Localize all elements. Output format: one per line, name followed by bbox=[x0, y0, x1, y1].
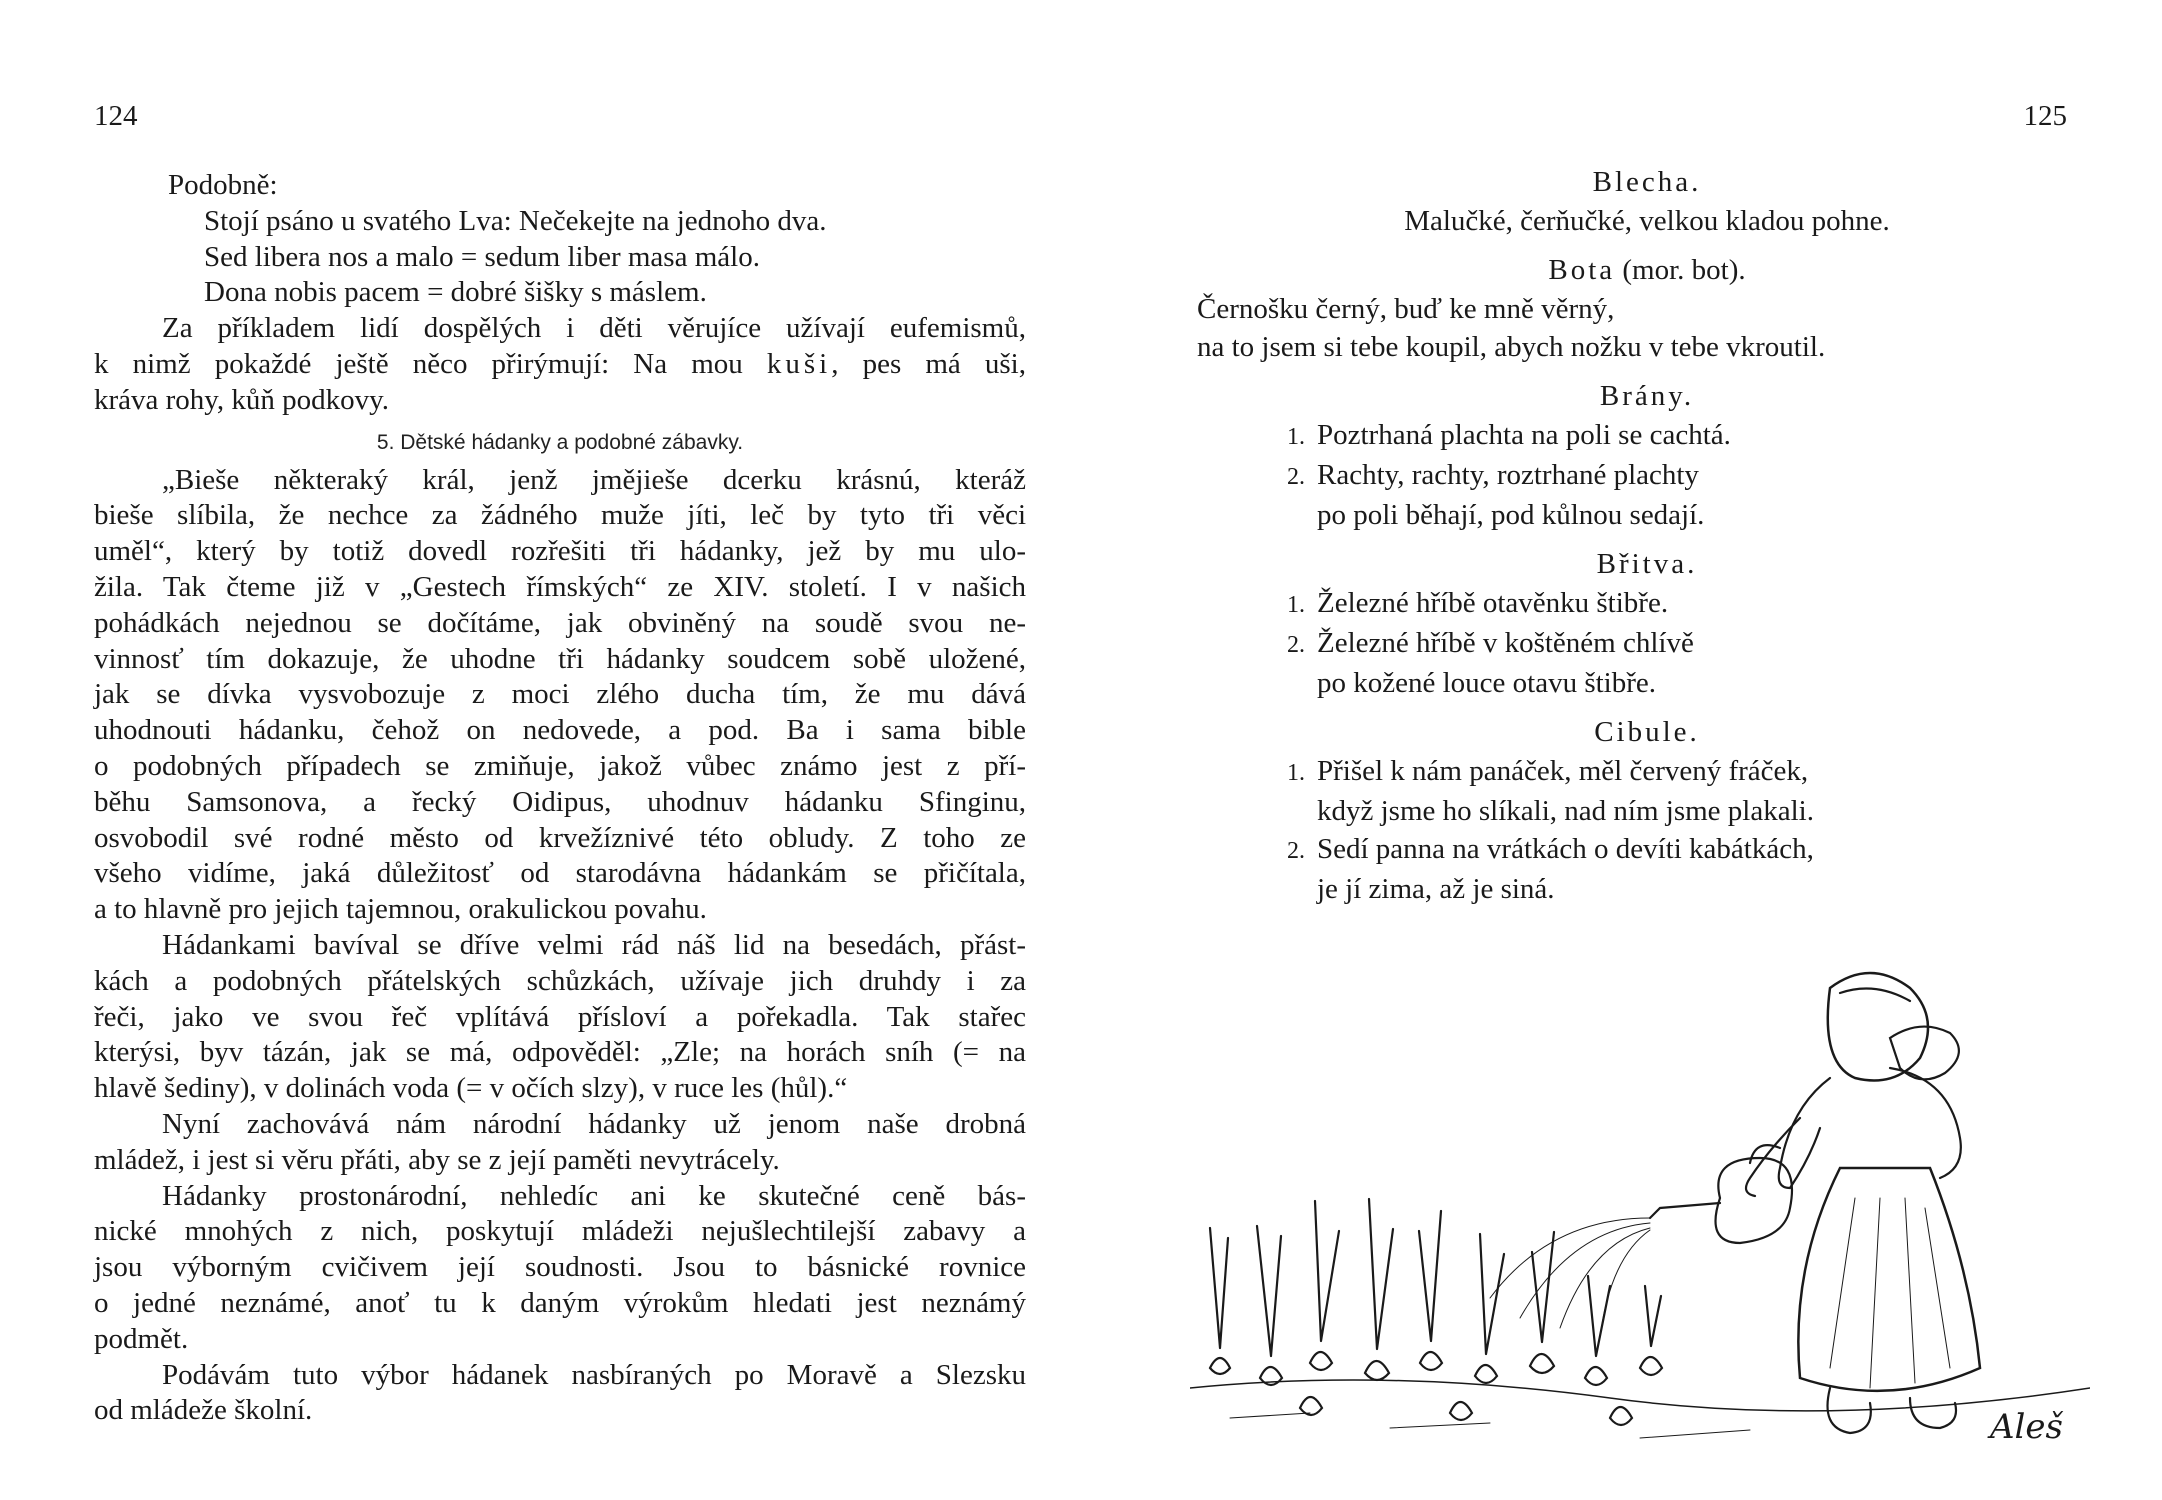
paragraph-line: Podávám tuto výbor hádanek nasbíraných po Moravě a Slezsku bbox=[162, 1358, 1026, 1391]
paragraph-line: k nimž pokaždé ještě něco přirýmují: Na mou kuši, pes má uši, bbox=[94, 347, 1026, 380]
verse-line: Dona nobis pacem = dobré šišky s máslem. bbox=[204, 276, 707, 309]
paragraph-line: Za příkladem lidí dospělých i děti věrujíce užívají eufemismů, bbox=[162, 312, 1026, 345]
spaced-word: kuši bbox=[766, 347, 832, 380]
paragraph-besedy bbox=[94, 928, 1026, 1107]
riddle-title-blecha: Blecha. bbox=[1592, 166, 1702, 198]
riddle-text: Sedí panna na vrátkách o devíti kabátkách, bbox=[1317, 833, 1814, 865]
paragraph-line: osvobodil své rodné město od krvežíznivé této obludy. Z toho ze bbox=[94, 821, 1026, 854]
illustration-signature: Aleš bbox=[1990, 1407, 2063, 1447]
paragraph-line: a to hlavně pro jejich tajemnou, orakulickou povahu. bbox=[94, 893, 707, 926]
intro-label: Podobně: bbox=[168, 169, 278, 201]
riddle-line bbox=[1271, 664, 2097, 702]
girl-watering-onions-illustration bbox=[1190, 968, 2090, 1458]
paragraph-line: Hádanky prostonárodní, nehledíc ani ke skutečné ceně bás- bbox=[162, 1179, 1026, 1212]
riddle-title-bota: Bota (mor. bot). bbox=[1548, 254, 1746, 286]
paragraph-line: Nyní zachovává nám národní hádanky už jenom naše drobná bbox=[162, 1107, 1026, 1140]
riddle-line bbox=[1271, 416, 2097, 456]
riddle-line bbox=[1271, 870, 2097, 908]
paragraph-line: hlavě šediny), v dolinách voda (= v očích slzy), v ruce les (hůl).“ bbox=[94, 1072, 848, 1105]
paragraph-line: o jedné neznámé, anoť tu k daným výrokům hledati jest neznámý bbox=[94, 1286, 1026, 1319]
riddle-text: je jí zima, až je siná. bbox=[1317, 873, 1555, 905]
paragraph-line: kterýsi, byv tázán, jak se má, odpověděl: „Zle; na horách sníh (= na bbox=[94, 1036, 1026, 1069]
page-number-right: 125 bbox=[2023, 100, 2067, 132]
paragraph-line: jsou výborným cvičivem její soudnosti. Jsou to básnické rovnice bbox=[94, 1251, 1026, 1284]
riddle-line bbox=[1271, 584, 2097, 624]
paragraph-line: „Bieše některaký král, jenž jmějieše dcerku krásnú, kteráž bbox=[162, 463, 1026, 496]
riddle-number: 1. bbox=[1287, 760, 1305, 786]
riddle-text-blecha: Malučké, čerňučké, velkou kladou pohne. bbox=[1404, 205, 1890, 237]
riddle-line bbox=[1271, 624, 2097, 664]
riddle-text: Železné hříbě v koštěném chlívě bbox=[1317, 627, 1694, 659]
left-page-body bbox=[94, 168, 1026, 1429]
riddle-number: 2. bbox=[1287, 464, 1305, 490]
paragraph-line: od mládeže školní. bbox=[94, 1394, 313, 1427]
riddle-title-britva: Břitva. bbox=[1596, 548, 1698, 580]
paragraph-line: bieše slíbila, že nechce za žádného muže jíti, leč by tyto tři věci bbox=[94, 499, 1026, 532]
paragraph-hadanky bbox=[94, 1179, 1026, 1358]
riddle-line bbox=[1271, 456, 2097, 496]
riddle-text: Železné hříbě otavěnku štibře. bbox=[1317, 587, 1669, 619]
paragraph-line: mládež, i jest si věru přáti, aby se z její paměti nevytrácely. bbox=[94, 1143, 780, 1176]
paragraph-line: kách a podobných přátelských schůzkách, užívaje jich druhdy i za bbox=[94, 964, 1026, 997]
riddle-title-brany: Brány. bbox=[1599, 380, 1695, 412]
riddle-line bbox=[1271, 792, 2097, 830]
riddle-list-brany bbox=[1197, 416, 2097, 534]
riddle-line bbox=[1271, 752, 2097, 792]
riddle-text: Rachty, rachty, roztrhané plachty bbox=[1317, 459, 1699, 491]
page-number-left: 124 bbox=[94, 100, 138, 132]
riddle-number: 2. bbox=[1287, 838, 1305, 864]
paragraph-line: jak se dívka vysvobozuje z moci zlého ducha tím, že mu dává bbox=[94, 678, 1026, 711]
paragraph-mladez bbox=[94, 1107, 1026, 1179]
paragraph-gesta bbox=[94, 463, 1026, 928]
paragraph-line: Hádankami bavíval se dříve velmi rád náš lid na besedách, přást- bbox=[162, 928, 1026, 961]
riddle-number: 1. bbox=[1287, 592, 1305, 618]
paragraph-line: uhodnouti hádanku, čehož on nedovede, a pod. Ba i sama bible bbox=[94, 714, 1026, 747]
verse-line: Stojí psáno u svatého Lva: Nečekejte na jednoho dva. bbox=[204, 204, 827, 237]
paragraph-line: podmět. bbox=[94, 1322, 189, 1355]
riddle-line bbox=[1271, 830, 2097, 870]
paragraph-line: všeho vidíme, jaká důležitosť od starodávna hádankám se přičítala, bbox=[94, 857, 1026, 890]
riddle-line: na to jsem si tebe koupil, abych nožku v tebe vkroutil. bbox=[1197, 331, 1826, 363]
riddle-number: 2. bbox=[1287, 632, 1305, 658]
riddle-text: po kožené louce otavu štibře. bbox=[1317, 667, 1657, 699]
riddle-text: Přišel k nám panáček, měl červený fráček, bbox=[1317, 755, 1809, 787]
paragraph-line: vinnosť tím dokazuje, že uhodne tři hádanky soudcem sobě uložené, bbox=[94, 642, 1026, 675]
riddle-text: po poli běhají, pod kůlnou sedají. bbox=[1317, 499, 1705, 531]
riddle-title-cibule: Cibule. bbox=[1594, 716, 1700, 748]
riddle-text: Poztrhaná plachta na poli se cachtá. bbox=[1317, 419, 1731, 451]
paragraph-vybor bbox=[94, 1358, 1026, 1430]
paragraph-line: žila. Tak čteme již v „Gestech římských“ ze XIV. století. I v našich bbox=[94, 570, 1026, 603]
riddle-list-cibule bbox=[1197, 752, 2097, 908]
paragraph-line: uměl“, který by totiž dovedl rozřešiti tři hádanky, jež by mu ulo- bbox=[94, 535, 1026, 568]
riddle-list-britva bbox=[1197, 584, 2097, 702]
riddle-number: 1. bbox=[1287, 424, 1305, 450]
riddle-line bbox=[1271, 496, 2097, 534]
paragraph-line: řeči, jako ve svou řeč vplítává přísloví a pořekadla. Tak stařec bbox=[94, 1000, 1026, 1033]
riddle-text: když jsme ho slíkali, nad ním jsme plakali. bbox=[1317, 795, 1814, 827]
verse-line: Sed libera nos a malo = sedum liber masa málo. bbox=[204, 240, 760, 273]
right-page-body bbox=[1197, 162, 2097, 908]
paragraph-line: o podobných případech se zmiňuje, jakož vůbec známo jest z pří- bbox=[94, 749, 1026, 782]
section-heading: 5. Dětské hádanky a podobné zábavky. bbox=[376, 430, 744, 454]
paragraph-line: běhu Samsonova, a řecký Oidipus, uhodnuv hádanku Sfinginu, bbox=[94, 785, 1026, 818]
paragraph-line: kráva rohy, kůň podkovy. bbox=[94, 383, 390, 416]
paragraph-line: nické mnohých z nich, poskytují mládeži nejušlechtilejší zabavy a bbox=[94, 1215, 1026, 1248]
riddle-line: Černošku černý, buď ke mně věrný, bbox=[1197, 293, 1615, 325]
paragraph-line: pohádkách nejednou se dočítáme, jak obviněný na soudě svou ne- bbox=[94, 606, 1026, 639]
